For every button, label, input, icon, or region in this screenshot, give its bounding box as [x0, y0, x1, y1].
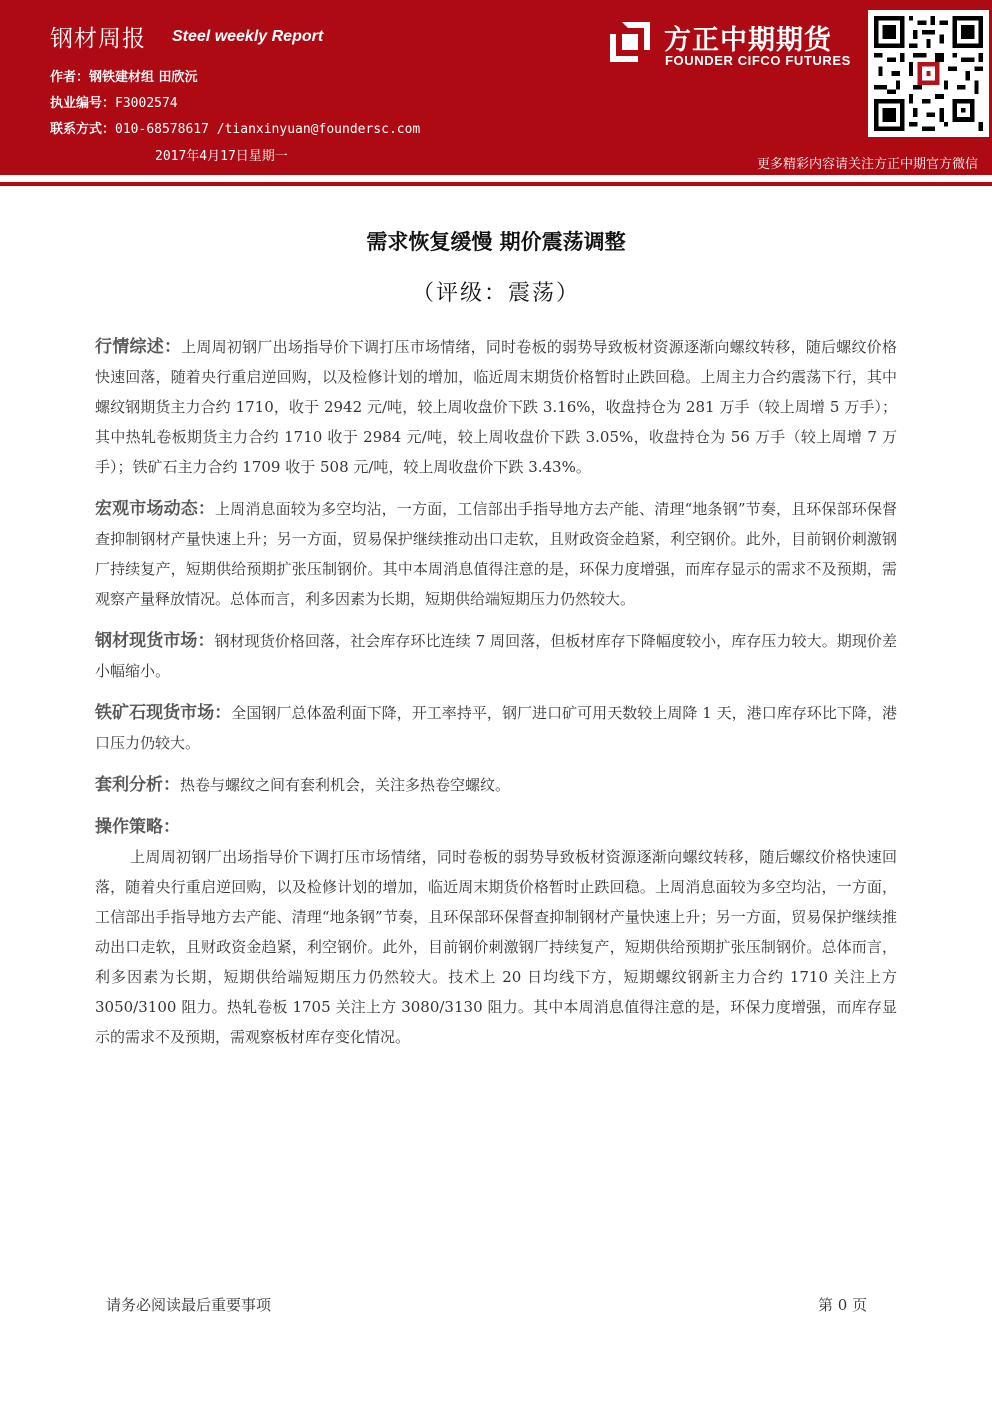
footer-notice: 请务必阅读最后重要事项: [106, 1296, 272, 1314]
wechat-note: 更多精彩内容请关注方正中期官方微信: [756, 157, 978, 172]
license-line: [50, 92, 178, 111]
section-text: 全国钢厂总体盈利面下降，开工率持平，钢厂进口矿可用天数较上周降 1 天，港口库存环比下降，港口压力仍较大。: [95, 704, 897, 752]
section-heading: 铁矿石现货市场：: [95, 703, 232, 723]
qr-code-icon: [868, 10, 989, 137]
report-header: [0, 0, 992, 175]
page-number: 第 0 页: [818, 1296, 868, 1314]
report-title: 需求恢复缓慢 期价震荡调整: [366, 230, 626, 254]
report-date: 2017年4月17日星期一: [155, 149, 288, 164]
section-heading: 行情综述：: [95, 337, 182, 357]
strategy-heading: 操作策略：: [95, 817, 180, 837]
contact-value[interactable]: 010-68578617 /tianxinyuan@foundersc.com: [115, 122, 421, 137]
section-text: 上周周初钢厂出场指导价下调打压市场情绪，同时卷板的弱势导致板材资源逐渐向螺纹转移，随后螺纹价格快速回落，随着央行重启逆回购，以及检修计划的增加，临近周末期货价格暂时止跌回稳。上周主力合约震荡下行，其中螺纹钢期货主力合约 1710，收于 2942 元/吨，较上周收盘价下跌 3.16%，收盘持仓为 281 万手（较上周增 5 万手）；其中热轧卷板期货主力合约 1710 收于 2984 元/吨，较上周收盘价下跌 3.05%，收盘持仓为 56 万手（较上周增 7 万手）；铁矿石主力合约 1709 收于 508 元/吨，较上周收盘价下跌 3.43%。: [95, 338, 898, 476]
strategy-text: 上周周初钢厂出场指导价下调打压市场情绪，同时卷板的弱势导致板材资源逐渐向螺纹转移，随后螺纹价格快速回落，随着央行重启逆回购，以及检修计划的增加，临近周末期货价格暂时止跌回稳。上周消息面较为多空均沾，一方面，工信部出手指导地方去产能、清理“地条钢”节奏，且环保部环保督查抑制钢材产量快速上升；另一方面，贸易保护继续推动出口走软，且财政资金趋紧，利空钢价。此外，目前钢价刺激钢厂持续复产，短期供给预期扩张压制钢价。总体而言，利多因素为长期，短期供给端短期压力仍然较大。技术上 20 日均线下方，短期螺纹钢新主力合约 1710 关注上方 3050/3100 阻力。热轧卷板 1705 关注上方 3080/3130 阻力。其中本周消息值得注意的是，环保力度增强，而库存显示的需求不及预期，需观察板材库存变化情况。: [95, 848, 897, 1046]
contact-line: [50, 118, 420, 137]
report-name-en: Steel weekly Report: [172, 28, 324, 45]
license-value: F3002574: [115, 96, 178, 111]
company-logo: [608, 20, 858, 70]
section-arbitrage: [95, 770, 897, 800]
company-name-cn: 方正中期期货: [664, 25, 832, 56]
rating: （评级：震荡）: [411, 281, 580, 306]
section-heading: 钢材现货市场：: [95, 631, 215, 651]
company-name-en: FOUNDER CIFCO FUTURES: [665, 53, 851, 68]
contact-label: 联系方式：: [50, 122, 116, 137]
report-body: [95, 332, 897, 1052]
section-heading: 套利分析：: [95, 775, 180, 795]
section-steel-spot: [95, 626, 897, 686]
company-logo-icon: [608, 20, 652, 64]
section-macro: [95, 494, 897, 614]
section-text: 热卷与螺纹之间有套利机会，关注多热卷空螺纹。: [180, 776, 511, 794]
section-text: 钢材现货价格回落，社会库存环比连续 7 周回落，但板材库存下降幅度较小，库存压力较大。期现价差小幅缩小。: [95, 632, 897, 680]
section-iron-ore-spot: [95, 698, 897, 758]
section-heading: 宏观市场动态：: [95, 499, 216, 519]
author-value: 钢铁建材组 田欣沅: [89, 70, 198, 85]
author-line: [50, 66, 198, 85]
section-text: 上周消息面较为多空均沾，一方面，工信部出手指导地方去产能、清理“地条钢”节奏，且环保部环保督查抑制钢材产量快速上升；另一方面，贸易保护继续推动出口走软，且财政资金趋紧，利空钢价。此外，目前钢价刺激钢厂持续复产，短期供给预期扩张压制钢价。其中本周消息值得注意的是，环保力度增强，而库存显示的需求不及预期，需观察产量释放情况。总体而言，利多因素为长期，短期供给端短期压力仍然较大。: [95, 500, 897, 608]
report-name: 钢材周报: [50, 26, 146, 52]
author-label: 作者：: [50, 70, 90, 85]
license-label: 执业编号：: [50, 96, 116, 111]
section-market-overview: [95, 332, 897, 482]
header-rule: [0, 182, 992, 186]
